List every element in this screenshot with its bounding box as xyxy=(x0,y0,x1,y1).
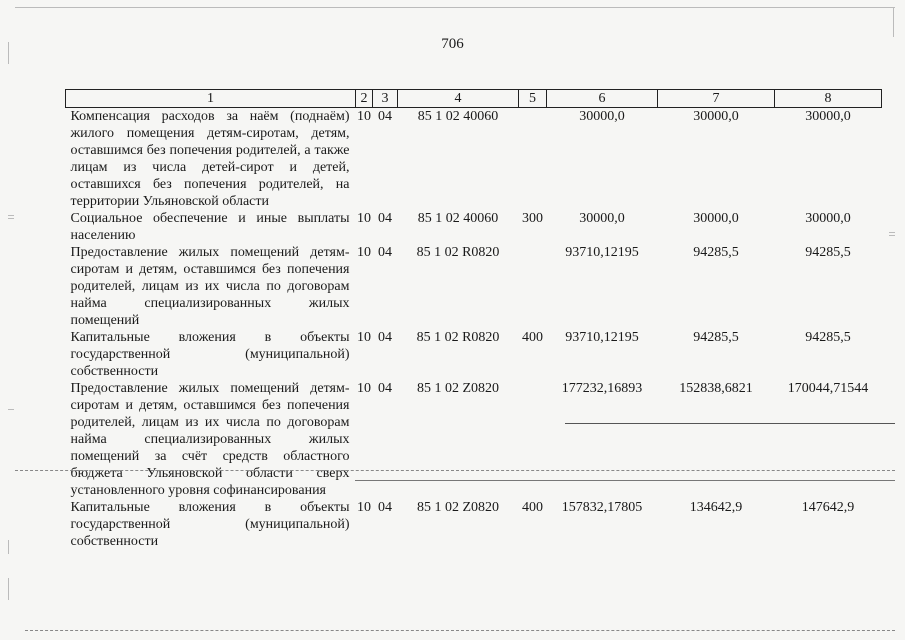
row-subsection: 04 xyxy=(378,211,392,226)
scan-left-mark xyxy=(8,218,14,219)
row-target-code: 85 1 02 R0820 xyxy=(416,245,500,260)
row-value-6: 30000,0 xyxy=(579,109,625,124)
row-subsection: 04 xyxy=(378,381,392,396)
row-subsection: 04 xyxy=(378,109,392,124)
header-col-1: 1 xyxy=(66,90,356,108)
scan-line xyxy=(355,480,895,481)
row-value-6: 157832,17805 xyxy=(561,500,643,515)
header-col-7: 7 xyxy=(658,90,775,108)
row-value-7: 94285,5 xyxy=(693,245,739,260)
row-subsection: 04 xyxy=(378,330,392,345)
header-col-8: 8 xyxy=(775,90,882,108)
row-expense-type: 400 xyxy=(522,500,543,515)
underline-mark xyxy=(565,423,895,424)
row-name: Компенсация расходов за наём (поднаём) жилого помещения детям-сиротам, детям, оставшимся без попечения родителей, а также лицам из числа детей-сирот и детей, оставшихся без попечения родителей, на территории Ульяновской области xyxy=(70,109,350,209)
scan-right-mark xyxy=(889,235,895,236)
row-value-7: 30000,0 xyxy=(693,211,739,226)
row-name: Капитальные вложения в объекты государственной (муниципальной) собственности xyxy=(70,500,350,549)
row-subsection: 04 xyxy=(378,500,392,515)
row-name: Предоставление жилых помещений детям-сиротам и детям, оставшимся без попечения родителей, лицам из их числа по договорам найма специализированных жилых помещений xyxy=(70,245,350,328)
row-value-8: 147642,9 xyxy=(801,500,855,515)
page-number: 706 xyxy=(441,36,464,52)
row-expense-type: 300 xyxy=(522,211,543,226)
table-row xyxy=(66,210,882,244)
row-name: Капитальные вложения в объекты государственной (муниципальной) собственности xyxy=(70,330,350,379)
row-section: 10 xyxy=(357,500,371,515)
row-value-8: 170044,71544 xyxy=(787,381,869,396)
row-name: Социальное обеспечение и иные выплаты населению xyxy=(70,211,350,243)
scan-right-edge xyxy=(893,7,894,37)
header-col-5: 5 xyxy=(519,90,547,108)
scan-bottom-edge xyxy=(25,630,895,631)
row-target-code: 85 1 02 Z0820 xyxy=(416,500,500,515)
row-section: 10 xyxy=(357,211,371,226)
row-section: 10 xyxy=(357,330,371,345)
row-section: 10 xyxy=(357,109,371,124)
row-value-7: 30000,0 xyxy=(693,109,739,124)
row-value-7: 134642,9 xyxy=(689,500,743,515)
row-value-6: 177232,16893 xyxy=(561,381,643,396)
row-value-7: 152838,6821 xyxy=(679,381,753,396)
table-header-row xyxy=(66,90,882,108)
header-col-3: 3 xyxy=(373,90,398,108)
row-value-8: 30000,0 xyxy=(805,109,851,124)
scan-left-mark xyxy=(8,215,14,216)
row-value-8: 94285,5 xyxy=(805,330,851,345)
row-target-code: 85 1 02 40060 xyxy=(417,211,499,226)
scan-left-mark xyxy=(8,409,14,410)
scan-top-edge xyxy=(15,7,895,8)
table-row xyxy=(66,499,882,550)
row-value-8: 30000,0 xyxy=(805,211,851,226)
row-target-code: 85 1 02 Z0820 xyxy=(416,381,500,396)
row-expense-type xyxy=(519,244,547,329)
header-col-2: 2 xyxy=(356,90,373,108)
scan-right-mark xyxy=(889,232,895,233)
row-section: 10 xyxy=(357,381,371,396)
row-expense-type: 400 xyxy=(522,330,543,345)
scan-left-mark xyxy=(8,578,9,600)
table-row xyxy=(66,380,882,499)
row-target-code: 85 1 02 40060 xyxy=(417,109,499,124)
row-value-8: 94285,5 xyxy=(805,245,851,260)
table-row xyxy=(66,244,882,329)
row-value-7: 94285,5 xyxy=(693,330,739,345)
row-value-6: 93710,12195 xyxy=(565,245,639,260)
header-col-4: 4 xyxy=(398,90,519,108)
row-target-code: 85 1 02 R0820 xyxy=(416,330,500,345)
row-subsection: 04 xyxy=(378,245,392,260)
row-expense-type xyxy=(519,108,547,211)
header-col-6: 6 xyxy=(547,90,658,108)
row-section: 10 xyxy=(357,245,371,260)
table-row xyxy=(66,329,882,380)
scan-left-mark xyxy=(8,540,9,554)
row-name: Предоставление жилых помещений детям-сиротам и детям, оставшимся без попечения родителей, лицам из их числа по договорам найма специализированных жилых помещений за счёт средств областного бюджета Ульяновской области сверх установленного уровня софинансирования xyxy=(70,381,350,498)
scan-line xyxy=(15,470,895,471)
table-row xyxy=(66,108,882,211)
row-value-6: 30000,0 xyxy=(579,211,625,226)
row-value-6: 93710,12195 xyxy=(565,330,639,345)
row-expense-type xyxy=(519,380,547,499)
